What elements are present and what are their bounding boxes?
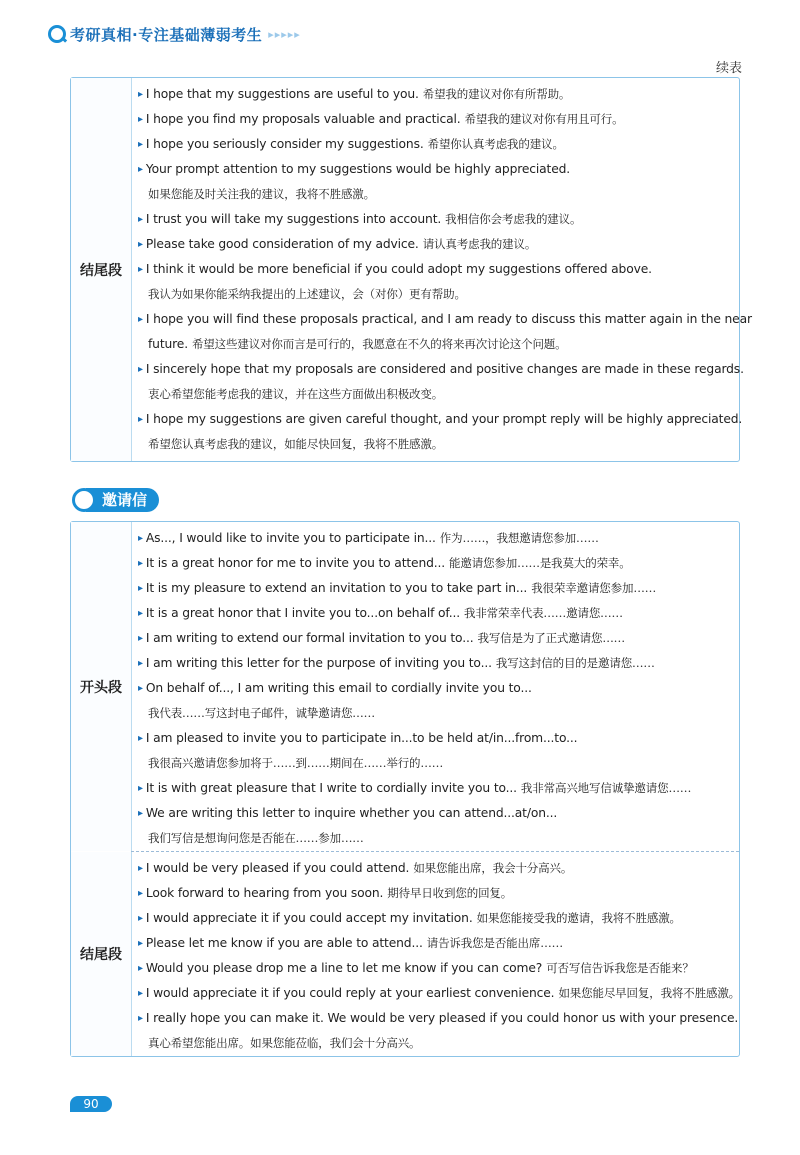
phrase-line (138, 956, 740, 981)
english-phrase: I hope you will find these proposals practical, and I am ready to discuss this matter again in the near (145, 312, 752, 326)
phrase-line (138, 307, 752, 332)
phrase-list (132, 852, 740, 1056)
phrase-list (132, 78, 752, 461)
english-phrase: I am writing to extend our formal invitation to you to... (145, 631, 474, 645)
row-label: 结尾段 (71, 78, 132, 461)
chinese-translation: 可否写信告诉我您是否能来？ (546, 961, 694, 975)
phrase-line (138, 856, 740, 881)
chinese-translation: 作为……，我想邀请您参加…… (439, 531, 599, 545)
phrase-line (138, 432, 752, 457)
chinese-translation: 请认真考虑我的建议。 (422, 237, 537, 251)
chinese-translation: 期待早日收到您的回复。 (387, 886, 513, 900)
phrase-line (138, 407, 752, 432)
phrase-list (132, 522, 739, 851)
english-phrase: I am writing this letter for the purpose of inviting you to... (145, 656, 492, 670)
page-header (48, 20, 301, 48)
english-phrase: Please let me know if you are able to attend... (145, 936, 423, 950)
phrase-line (138, 881, 740, 906)
phrase-line (138, 776, 739, 801)
phrase-line (138, 1006, 740, 1031)
phrase-line (138, 601, 739, 626)
phrase-line (138, 357, 752, 382)
english-phrase: future. (148, 337, 188, 351)
phrase-line (138, 801, 739, 826)
closing-row (71, 78, 752, 461)
chinese-translation: 我们写信是想询问您是否能在……参加…… (148, 831, 364, 845)
chinese-translation: 能邀请您参加……是我莫大的荣幸。 (449, 556, 631, 570)
chinese-translation: 希望我的建议对你有所帮助。 (422, 87, 571, 101)
phrase-line (138, 257, 752, 282)
phrase-line (138, 182, 752, 207)
english-phrase: I am pleased to invite you to participate in...to be held at/in...from...to... (145, 731, 578, 745)
english-phrase: I hope my suggestions are given careful thought, and your prompt reply will be highly appreciated. (145, 412, 743, 426)
chinese-translation: 希望我的建议对你有用且可行。 (464, 112, 624, 126)
chinese-translation: 希望这些建议对你而言是可行的，我愿意在不久的将来再次讨论这个问题。 (191, 337, 567, 351)
english-phrase: I would appreciate it if you could reply at your earliest convenience. (145, 986, 555, 1000)
phrase-line (138, 132, 752, 157)
chinese-translation: 希望您认真考虑我的建议，如能尽快回复，我将不胜感激。 (148, 437, 444, 451)
phrase-line (138, 207, 752, 232)
english-phrase: I trust you will take my suggestions into account. (145, 212, 442, 226)
phrase-line (138, 526, 739, 551)
english-phrase: Would you please drop me a line to let me know if you can come? (145, 961, 543, 975)
chinese-translation: 我写这封信的目的是邀请您…… (495, 656, 655, 670)
invitation-letter-table (70, 521, 740, 1057)
row-label: 开头段 (71, 522, 132, 851)
magnifier-section-icon (72, 488, 96, 512)
phrase-line (138, 576, 739, 601)
english-phrase: We are writing this letter to inquire whether you can attend...at/on... (145, 806, 558, 820)
chinese-translation: 我认为如果你能采纳我提出的上述建议，会（对你）更有帮助。 (148, 287, 466, 301)
chinese-translation: 我写信是为了正式邀请您…… (477, 631, 626, 645)
chinese-translation: 请告诉我您是否能出席…… (426, 936, 563, 950)
english-phrase: I would appreciate it if you could accept my invitation. (145, 911, 473, 925)
chinese-translation: 如果您能出席，我会十分高兴。 (413, 861, 573, 875)
english-phrase: Please take good consideration of my advice. (145, 237, 419, 251)
phrase-line (138, 726, 739, 751)
phrase-line (138, 981, 740, 1006)
header-arrows-icon: ▸▸▸▸▸ (268, 27, 301, 41)
phrase-line (138, 332, 752, 357)
continued-label: 续表 (715, 61, 742, 76)
english-phrase: I think it would be more beneficial if you could adopt my suggestions offered above. (145, 262, 652, 276)
english-phrase: On behalf of..., I am writing this email to cordially invite you to... (145, 681, 532, 695)
page-number: 90 (70, 1096, 112, 1112)
phrase-line (138, 157, 752, 182)
phrase-line (138, 651, 739, 676)
phrase-line (138, 382, 752, 407)
chinese-translation: 如果您能接受我的邀请，我将不胜感激。 (476, 911, 681, 925)
english-phrase: It is my pleasure to extend an invitation to you to take part in... (145, 581, 528, 595)
phrase-line (138, 931, 740, 956)
phrase-line (138, 906, 740, 931)
phrase-line (138, 1031, 740, 1056)
phrase-line (138, 676, 739, 701)
english-phrase: It is with great pleasure that I write to cordially invite you to... (145, 781, 517, 795)
chinese-translation: 希望你认真考虑我的建议。 (427, 137, 564, 151)
english-phrase: I really hope you can make it. We would be very pleased if you could honor us with your presence. (145, 1011, 739, 1025)
chinese-translation: 如果您能尽早回复，我将不胜感激。 (558, 986, 741, 1000)
chinese-translation: 我很高兴邀请您参加将于……到……期间在……举行的…… (148, 756, 444, 770)
phrase-line (138, 701, 739, 726)
chinese-translation: 我相信你会考虑我的建议。 (445, 212, 582, 226)
phrase-line (138, 82, 752, 107)
english-phrase: Your prompt attention to my suggestions would be highly appreciated. (145, 162, 571, 176)
section-title-label: 邀请信 (86, 488, 159, 512)
brand-title: 考研真相·专注基础薄弱考生 (70, 25, 263, 44)
english-phrase: It is a great honor that I invite you to...on behalf of... (145, 606, 460, 620)
english-phrase: I would be very pleased if you could attend. (145, 861, 410, 875)
english-phrase: It is a great honor for me to invite you to attend... (145, 556, 446, 570)
magnifier-logo-icon (48, 25, 66, 43)
phrase-line (138, 751, 739, 776)
phrase-line (138, 107, 752, 132)
chinese-translation: 我非常高兴地写信诚挚邀请您…… (520, 781, 692, 795)
opening-row (71, 522, 739, 851)
chinese-translation: 我非常荣幸代表……邀请您…… (463, 606, 623, 620)
english-phrase: As..., I would like to invite you to participate in... (145, 531, 436, 545)
phrase-line (138, 551, 739, 576)
phrase-line (138, 826, 739, 851)
english-phrase: I hope you find my proposals valuable and practical. (145, 112, 461, 126)
section-heading (72, 488, 159, 512)
phrase-line (138, 232, 752, 257)
chinese-translation: 衷心希望您能考虑我的建议，并在这些方面做出积极改变。 (148, 387, 444, 401)
row-label: 结尾段 (71, 852, 132, 1056)
chinese-translation: 真心希望您能出席。如果您能莅临，我们会十分高兴。 (148, 1036, 421, 1050)
chinese-translation: 如果您能及时关注我的建议，我将不胜感激。 (148, 187, 375, 201)
chinese-translation: 我代表……写这封电子邮件，诚挚邀请您…… (148, 706, 375, 720)
phrase-line (138, 626, 739, 651)
english-phrase: I hope that my suggestions are useful to you. (145, 87, 419, 101)
english-phrase: Look forward to hearing from you soon. (145, 886, 384, 900)
closing-row (71, 852, 739, 1056)
english-phrase: I sincerely hope that my proposals are considered and positive changes are made in these regards. (145, 362, 744, 376)
closing-phrases-table (70, 77, 752, 462)
phrase-line (138, 282, 752, 307)
english-phrase: I hope you seriously consider my suggestions. (145, 137, 424, 151)
chinese-translation: 我很荣幸邀请您参加…… (531, 581, 657, 595)
